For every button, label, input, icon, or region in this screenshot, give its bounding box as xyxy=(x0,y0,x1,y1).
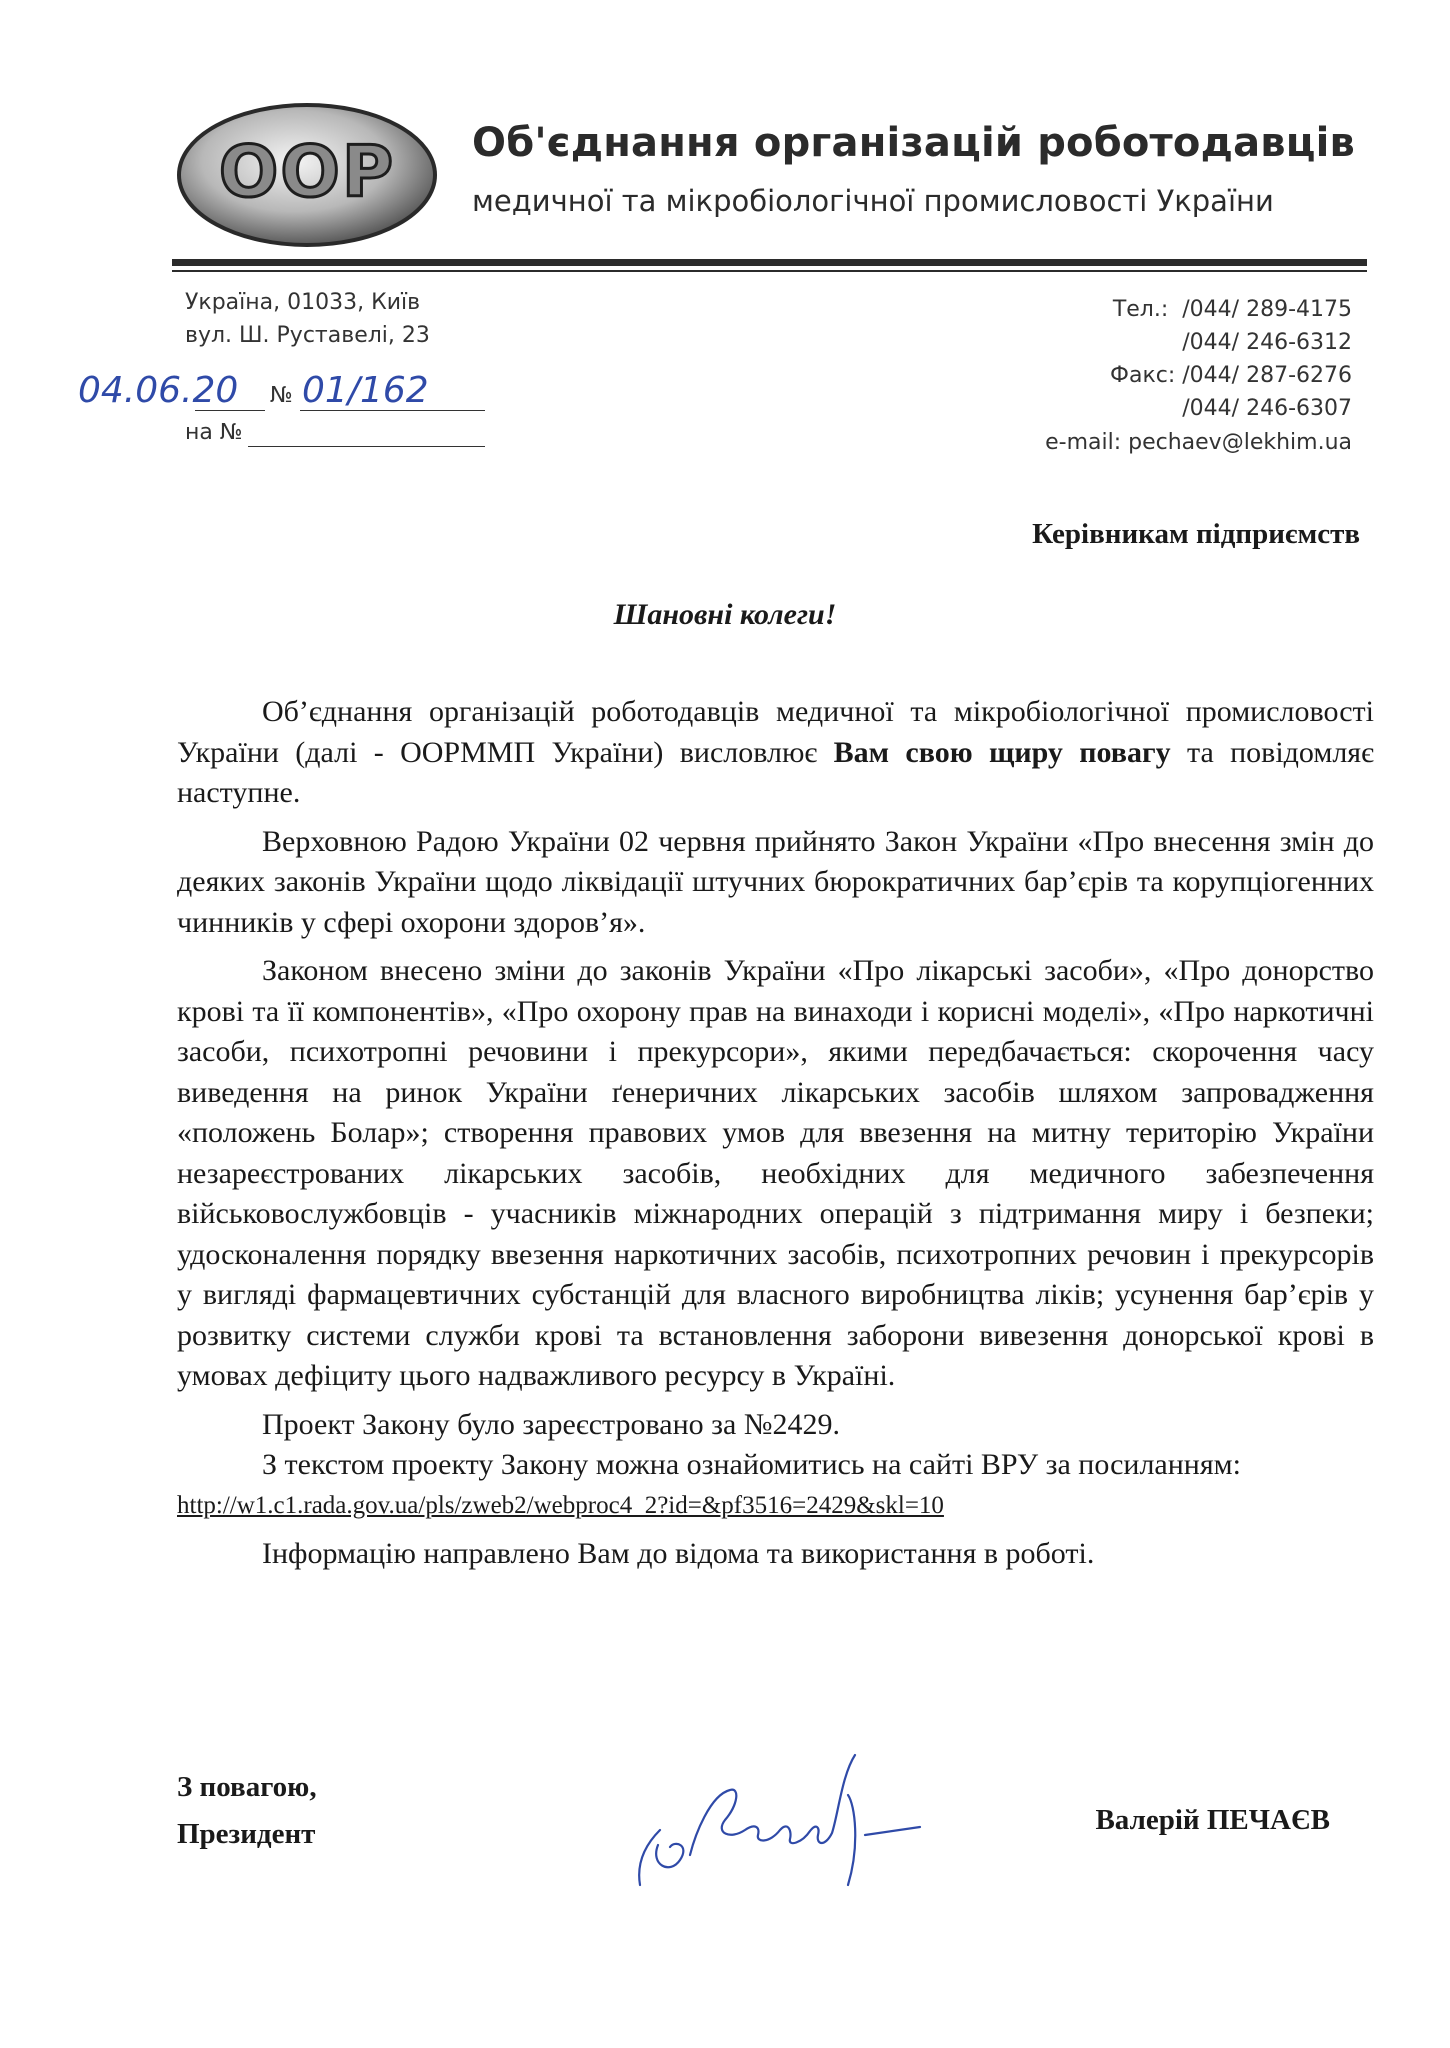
number-underline xyxy=(300,410,485,411)
signature-closing-block xyxy=(177,1764,317,1858)
phone-line-1 xyxy=(1113,297,1352,322)
header-divider-thin xyxy=(172,270,1367,272)
salutation: Шановні колеги! xyxy=(613,598,837,631)
paragraph-6: Інформацію направлено Вам до відома та використання в роботі. xyxy=(262,1537,1095,1570)
signer-position: Президент xyxy=(177,1818,316,1850)
fax-label: Факс: xyxy=(1110,363,1176,388)
svg-text:OOP: OOP xyxy=(218,131,396,213)
paragraph-5: З текстом проекту Закону можна ознайомитись на сайті ВРУ за посиланням: xyxy=(262,1448,1241,1481)
paragraph-1-emphasis: Вам свою щиру повагу xyxy=(833,735,1171,769)
letter-body xyxy=(177,692,1374,1583)
fax-number-1: /044/ 287-6276 xyxy=(1182,363,1352,388)
law-link[interactable]: http://w1.c1.rada.gov.ua/pls/zweb2/webproc4_2?id=&pf3516=2429&skl=10 xyxy=(177,1491,944,1519)
organization-subtitle: медичної та мікробіологічної промисловості України xyxy=(472,184,1274,218)
date-underline xyxy=(195,410,265,411)
address-line-1: Україна, 01033, Київ xyxy=(185,290,421,315)
paragraph-2: Верховною Радою України 02 червня прийнято Закон України «Про внесення змін до деяких законів України щодо ліквідації штучних бюрократичних бар’єрів та корупціогенних чинників у сфері охорони здоров’я». xyxy=(177,824,1374,939)
fax-line-1 xyxy=(1110,363,1352,388)
header-divider-thick xyxy=(172,259,1367,266)
paragraph-3: Законом внесено зміни до законів України «Про лікарські засоби», «Про донорство крові та її компонентів», «Про охорону прав на винаходи і корисні моделі», «Про наркотичні засоби, психотропні речовини і прекурсори», якими передбачається: скорочення часу виведення на ринок України ґенеричних лікарських засобів шляхом запровадження «положень Болар»; створення правових умов для ввезення на митну територію України незареєстрованих лікарських засобів, необхідних для медичного забезпечення військовослужбовців - учасників міжнародних операцій з підтримання миру і безпеки; удосконалення порядку ввезення наркотичних засобів, психотропних речовин і прекурсорів у вигляді фармацевтичних субстанцій для власного виробництва ліків; усунення бар’єрів у розвитку системи служби крові та встановлення заборони вивезення донорської крові в умовах дефіциту цього надважливого ресурсу в Україні. xyxy=(177,954,1374,1392)
reply-number-label: на № xyxy=(185,420,243,445)
paragraph-4: Проект Закону було зареєстровано за №2429. xyxy=(262,1407,840,1441)
recipient: Керівникам підприємств xyxy=(1032,518,1360,550)
phone-label: Тел.: xyxy=(1112,297,1169,322)
phone-number-1: /044/ 289-4175 xyxy=(1182,297,1352,322)
closing: З повагою, xyxy=(177,1771,317,1803)
handwritten-signature xyxy=(620,1735,940,1905)
handwritten-number: 01/162 xyxy=(302,370,429,411)
organization-title: Об'єднання організацій роботодавців xyxy=(472,120,1356,166)
reply-number-underline xyxy=(248,446,485,447)
number-label: № xyxy=(270,383,293,408)
email: e-mail: pechaev@lekhim.ua xyxy=(1045,430,1352,455)
phone-number-2: /044/ 246-6312 xyxy=(1182,330,1352,355)
fax-number-2: /044/ 246-6307 xyxy=(1182,396,1352,421)
signer-name: Валерій ПЕЧАЄВ xyxy=(1095,1804,1330,1836)
handwritten-date: 04.06.20 xyxy=(78,370,239,411)
paragraph-1: Об’єднання організацій роботодавців медичної та мікробіологічної промисловості України (далі - ООРММП України) висловлює Вам свою щиру повагу та повідомляє наступне. xyxy=(177,695,1374,809)
organization-logo xyxy=(175,100,440,250)
address-line-2: вул. Ш. Руставелі, 23 xyxy=(185,323,430,348)
